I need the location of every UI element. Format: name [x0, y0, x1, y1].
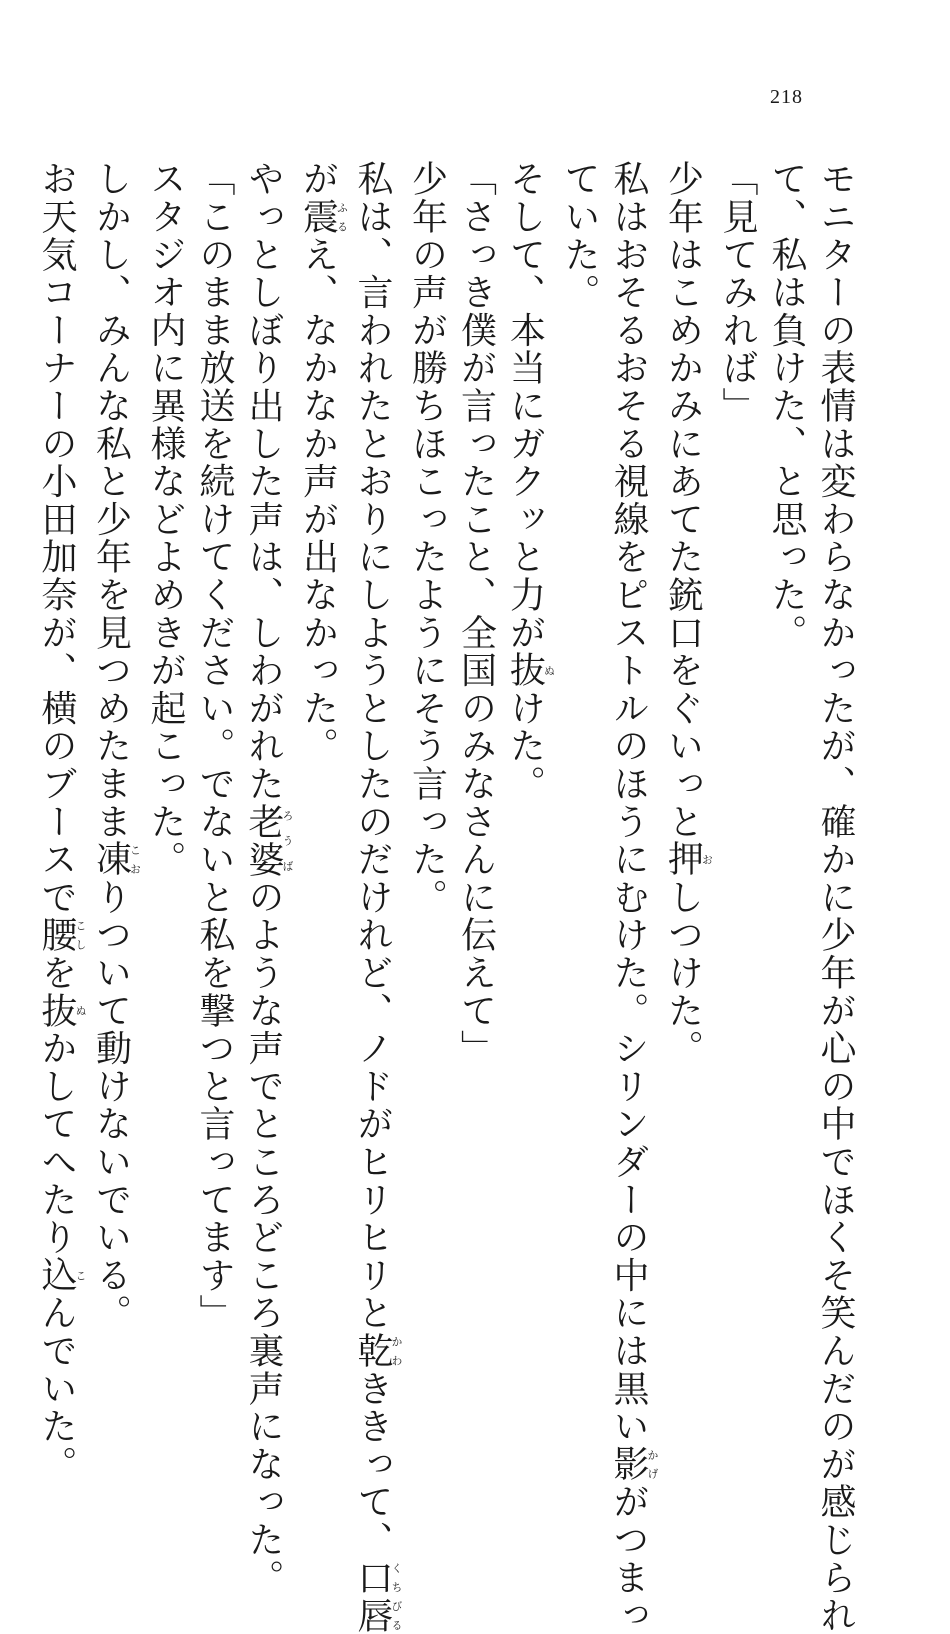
furigana-nu2: 抜ぬ [36, 991, 87, 1030]
text-line: 「見てみれば」 [717, 160, 758, 425]
furigana-kawa: 乾かわ [352, 1331, 403, 1370]
text-line: 「さっき僕が言ったこと、全国のみなさんに伝えて」 [455, 160, 497, 1068]
text-line: 「このまま放送を続けてください。でないと私を撃つと言ってます」 [194, 160, 235, 1332]
furigana-koshi: 腰こし [36, 916, 87, 954]
furigana-kage: 影かげ [608, 1445, 659, 1484]
text-line: お天気コーナーの小田加奈が、横のブースで腰こしを抜ぬかしてへたり込こんでいた。 [36, 160, 87, 1484]
text-line: 私は、言われたとおりにしようとしたのだけれど、ノドがヒリヒリと乾かわききって、口唇くちびる [352, 160, 403, 1634]
text-line: そして、本当にガクッと力が抜ぬけた。 [504, 160, 556, 803]
text-line: て、私は負けた、と思った。 [766, 160, 807, 652]
text-line: ていた。 [559, 160, 600, 312]
vertical-text-block [36, 160, 860, 1634]
furigana-furu: 震ふる [297, 197, 349, 236]
text-line: しかし、みんな私と少年を見つめたまま凍こおりついて動けないでいる。 [90, 160, 142, 1332]
text-line: 私はおそるおそる視線をピストルのほうにむけた。シリンダーの中には黒い影かげがつまっ [608, 160, 659, 1634]
text-line: モニターの表情は変わらなかったが、確かに少年が心の中でほくそ笑んだのが感じられ [815, 160, 856, 1634]
furigana-koo: 凍こお [90, 840, 142, 879]
furigana-kuchibiru: 口唇くちびる [352, 1558, 403, 1634]
furigana-rouba: 老婆ろうば [243, 802, 294, 879]
text-line: が震ふるえ、なかなか声が出なかった。 [297, 160, 349, 765]
furigana-nu1: 抜ぬ [504, 651, 556, 690]
furigana-oshi: 押お [662, 840, 714, 879]
furigana-ko: 込こ [36, 1256, 87, 1295]
text-line: 少年はこめかみにあてた銃口をぐいっと押おしつけた。 [662, 160, 714, 1068]
page-number: 218 [770, 86, 803, 108]
text-line: やっとしぼり出した声は、しわがれた老婆ろうばのような声でところどころ裏声になった。 [243, 160, 294, 1597]
text-line: 少年の声が勝ちほこったようにそう言った。 [406, 160, 448, 916]
text-line: スタジオ内に異様などよめきが起こった。 [145, 160, 186, 879]
